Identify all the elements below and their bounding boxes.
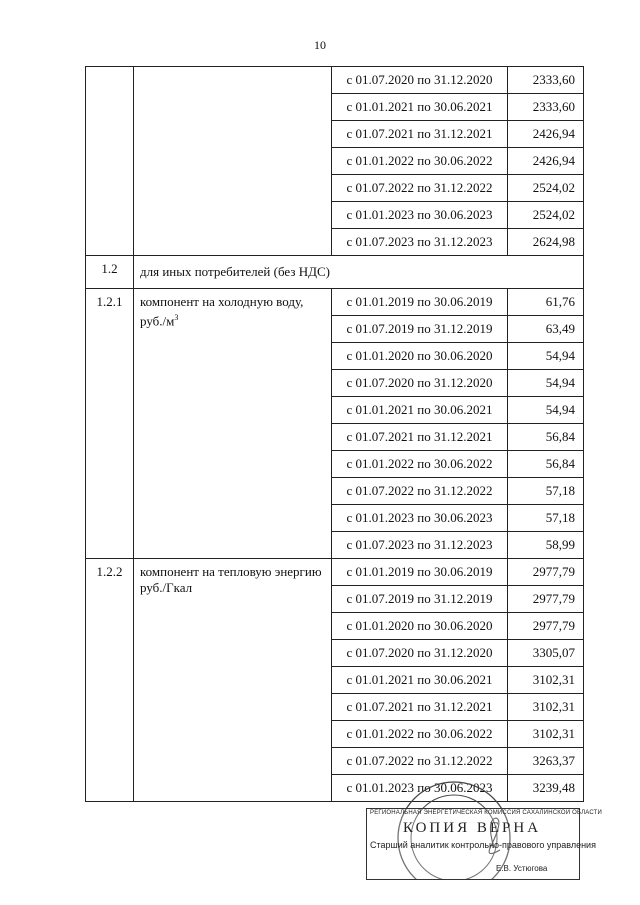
item-name-cell [134, 67, 332, 256]
period-cell: с 01.07.2020 по 31.12.2020 [332, 370, 508, 397]
value-cell: 2977,79 [508, 586, 584, 613]
period-cell: с 01.01.2023 по 30.06.2023 [332, 202, 508, 229]
period-cell: с 01.07.2021 по 31.12.2021 [332, 121, 508, 148]
period-cell: с 01.01.2021 по 30.06.2021 [332, 397, 508, 424]
period-cell: с 01.07.2023 по 31.12.2023 [332, 532, 508, 559]
value-cell: 2624,98 [508, 229, 584, 256]
section-number: 1.2 [86, 256, 134, 289]
value-cell: 2426,94 [508, 121, 584, 148]
value-cell: 61,76 [508, 289, 584, 316]
stamp-organization: РЕГИОНАЛЬНАЯ ЭНЕРГЕТИЧЕСКАЯ КОМИССИЯ САХАЛИНСКОЙ ОБЛАСТИ [370, 810, 603, 816]
value-cell: 3102,31 [508, 721, 584, 748]
value-cell: 2524,02 [508, 175, 584, 202]
period-cell: с 01.01.2019 по 30.06.2019 [332, 289, 508, 316]
period-cell: с 01.07.2019 по 31.12.2019 [332, 586, 508, 613]
page-number: 10 [314, 38, 326, 52]
section-row [86, 256, 584, 289]
item-number-cell [86, 67, 134, 256]
period-cell: с 01.01.2021 по 30.06.2021 [332, 94, 508, 121]
period-cell: с 01.01.2022 по 30.06.2022 [332, 451, 508, 478]
value-cell: 57,18 [508, 478, 584, 505]
period-cell: с 01.01.2021 по 30.06.2021 [332, 667, 508, 694]
stamp-copy-label: КОПИЯ ВЕРНА [402, 820, 542, 836]
tariff-table [85, 66, 584, 802]
value-cell: 56,84 [508, 424, 584, 451]
item-number-cell: 1.2.2 [86, 559, 134, 802]
table-row [86, 289, 584, 316]
period-cell: с 01.07.2021 по 31.12.2021 [332, 694, 508, 721]
period-cell: с 01.07.2020 по 31.12.2020 [332, 640, 508, 667]
period-cell: с 01.07.2023 по 31.12.2023 [332, 229, 508, 256]
value-cell: 54,94 [508, 370, 584, 397]
value-cell: 57,18 [508, 505, 584, 532]
value-cell: 2333,60 [508, 67, 584, 94]
unit-superscript: 3 [174, 313, 179, 322]
item-name-cell: компонент на тепловую энергию руб./Гкал [134, 559, 332, 802]
period-cell: с 01.07.2022 по 31.12.2022 [332, 748, 508, 775]
value-cell: 54,94 [508, 343, 584, 370]
value-cell: 2977,79 [508, 613, 584, 640]
item-number-cell: 1.2.1 [86, 289, 134, 559]
value-cell: 3263,37 [508, 748, 584, 775]
value-cell: 56,84 [508, 451, 584, 478]
period-cell: с 01.01.2020 по 30.06.2020 [332, 613, 508, 640]
value-cell: 3239,48 [508, 775, 584, 802]
period-cell: с 01.07.2022 по 31.12.2022 [332, 478, 508, 505]
value-cell: 54,94 [508, 397, 584, 424]
value-cell: 58,99 [508, 532, 584, 559]
table-row [86, 559, 584, 586]
certification-stamp [366, 768, 603, 880]
period-cell: с 01.01.2023 по 30.06.2023 [332, 505, 508, 532]
period-cell: с 01.07.2022 по 31.12.2022 [332, 175, 508, 202]
value-cell: 3102,31 [508, 667, 584, 694]
value-cell: 2524,02 [508, 202, 584, 229]
period-cell: с 01.01.2022 по 30.06.2022 [332, 148, 508, 175]
stamp-signatory: Е.В. Устюгова [496, 864, 548, 873]
period-cell: с 01.01.2020 по 30.06.2020 [332, 343, 508, 370]
table-row [86, 67, 584, 94]
value-cell: 3305,07 [508, 640, 584, 667]
period-cell: с 01.01.2019 по 30.06.2019 [332, 559, 508, 586]
period-cell: с 01.07.2021 по 31.12.2021 [332, 424, 508, 451]
value-cell: 3102,31 [508, 694, 584, 721]
item-name-cell: компонент на холодную воду, $руб./м^3$ [134, 289, 332, 559]
period-cell: с 01.01.2023 по 30.06.2023 [332, 775, 508, 802]
value-cell: 2977,79 [508, 559, 584, 586]
value-cell: 2333,60 [508, 94, 584, 121]
value-cell: 2426,94 [508, 148, 584, 175]
period-cell: с 01.07.2019 по 31.12.2019 [332, 316, 508, 343]
section-title: для иных потребителей (без НДС) [134, 256, 584, 289]
stamp-position: Старший аналитик контрольно-правового управления [370, 840, 596, 850]
period-cell: с 01.01.2022 по 30.06.2022 [332, 721, 508, 748]
period-cell: с 01.07.2020 по 31.12.2020 [332, 67, 508, 94]
value-cell: 63,49 [508, 316, 584, 343]
